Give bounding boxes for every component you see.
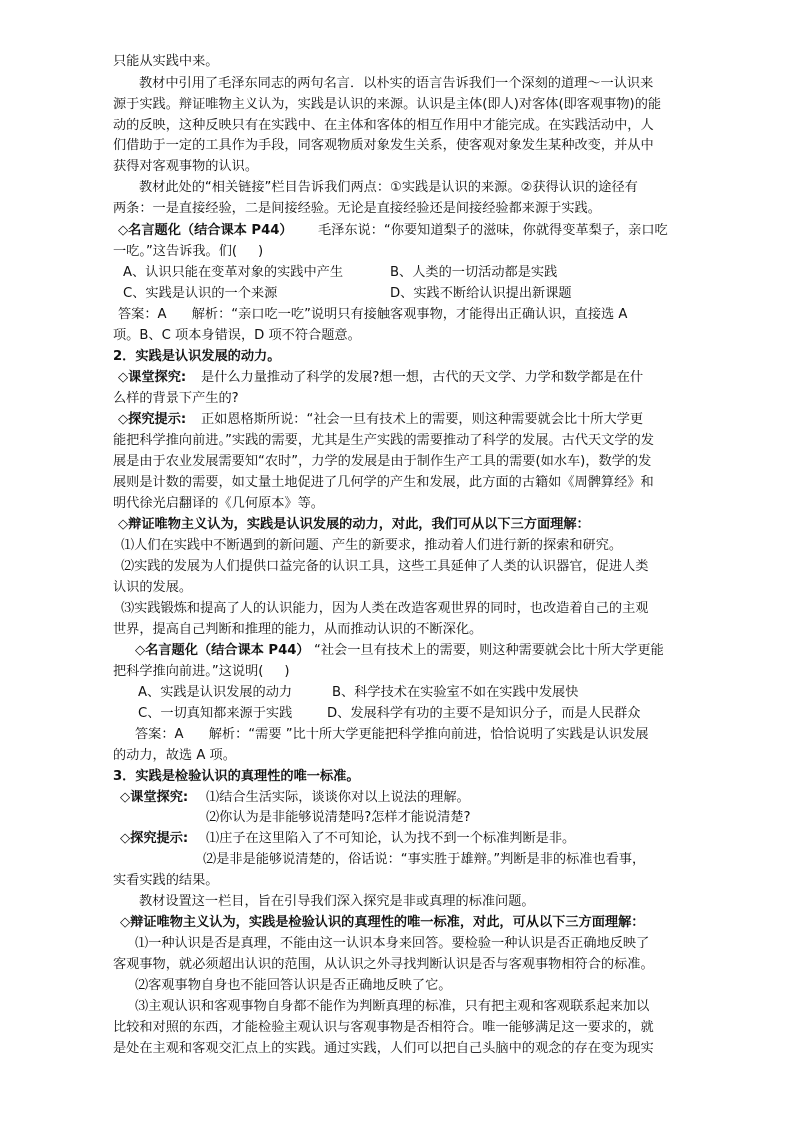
text-line: 能把科学推向前进。”实践的需要，尤其是生产实践的需要推动了科学的发展。古代天文学的发 <box>113 433 654 448</box>
text-line: 答案：A 解析：“亲口吃一吃”说明只有接触客观事物，才能得出正确认识，直接选 A <box>118 307 628 322</box>
text-line: ⑴人们在实践中不断遇到的新问题、产生的新要求，推动着人们进行新的探索和研究。 <box>121 538 623 553</box>
text-line: ◇课堂探究: <box>118 370 187 385</box>
text-line: ⑵你认为是非能够说清楚吗?怎样才能说清楚? <box>206 810 471 825</box>
text-line: 一吃。”这告诉我。们( ) <box>113 244 264 259</box>
text-line: 动的反映，这种反映只有在实践中、在主体和客体的相互作用中才能完成。在实践活动中，人 <box>113 118 654 133</box>
text-line: 2．实践是认识发展的动力。 <box>113 349 281 364</box>
text-line: 毛泽东说：“你要知道梨子的滋味，你就得变革梨子，亲口吃 <box>318 223 668 238</box>
text-line: 项。B、C 项本身错误，D 项不符合题意。 <box>113 328 361 343</box>
text-line: ◇辩证唯物主义认为，实践是认识发展的动力，对此，我们可从以下三方面理解： <box>118 517 590 532</box>
text-line: D、实践不断给认识提出新课题 <box>390 286 572 301</box>
text-line: 正如恩格斯所说：“社会一旦有技术上的需要，则这种需要就会比十所大学更 <box>201 412 644 427</box>
text-line: A、认识只能在变革对象的实践中产生 <box>123 265 344 280</box>
text-line: 教材此处的“相关链接”栏目告诉我们两点：①实践是认识的来源。②获得认识的途径有 <box>139 180 638 195</box>
text-line: 的动力，故选 A 项。 <box>113 748 236 763</box>
text-line: 认识的发展。 <box>113 580 193 595</box>
text-line: 明代徐光启翻译的《几何原本》等。 <box>113 496 324 511</box>
text-line: 是什么力量推动了科学的发展?想一想，古代的天文学、力学和数学都是在什 <box>201 370 644 385</box>
text-line: 们借助于一定的工具作为手段，同客观物质对象发生关系，使客观对象发生某种改变，并从中 <box>113 138 654 153</box>
text-line: 源于实践。辩证唯物主义认为，实践是认识的来源。认识是主体(即人)对客体(即客观事物)的能 <box>113 97 662 112</box>
text-line: 实看实践的结果。 <box>113 873 219 888</box>
text-line: ◇名言题化（结合课本 P44） <box>118 223 293 238</box>
text-line: 么样的背景下产生的? <box>113 391 239 406</box>
text-line: 获得对客观事物的认识。 <box>113 159 259 174</box>
text-line: A、实践是认识发展的动力 <box>138 685 293 700</box>
text-line: ⑶实践锻炼和提高了人的认识能力，因为人类在改造客观世界的同时，也改造着自己的主观 <box>121 601 649 616</box>
text-line: 展是由于农业发展需要知“农时”，力学的发展是由于制作生产工具的需要(如水车)，数学的发 <box>113 454 652 469</box>
text-line: ⑴结合生活实际，谈谈你对以上说法的理解。 <box>206 790 470 805</box>
text-line: 世界，提高自己判断和推理的能力，从而推动认识的不断深化。 <box>113 622 483 637</box>
text-line: 把科学推向前进。”这说明( ) <box>113 664 290 679</box>
text-line: 3．实践是检验认识的真理性的唯一标准。 <box>113 769 360 784</box>
text-line: 教材中引用了毛泽东同志的两句名言．以朴实的语言告诉我们一个深刻的道理～一认识来 <box>139 76 654 91</box>
text-line: ◇课堂探究: <box>120 790 189 805</box>
text-line: 只能从实践中来。 <box>113 54 219 69</box>
text-line: ◇辩证唯物主义认为，实践是检验认识的真理性的唯一标准，对此，可从以下三方面理解： <box>120 915 645 930</box>
text-line: ◇名言题化（结合课本 P44） <box>135 643 310 658</box>
text-line: B、科学技术在实验室不如在实践中发展快 <box>332 685 579 700</box>
text-line: D、发展科学有功的主要不是知识分子，而是人民群众 <box>327 706 641 721</box>
text-line: ⑵实践的发展为人们提供口益完备的认识工具，这些工具延伸了人类的认识器官，促进人类 <box>121 559 649 574</box>
text-line: B、人类的一切活动都是实践 <box>390 265 558 280</box>
text-line: ⑵客观事物自身也不能回答认识是否正确地反映了它。 <box>135 978 452 993</box>
text-line: ◇探究提示: <box>120 831 189 846</box>
text-line: 客观事物，就必须超出认识的范围，从认识之外寻找判断认识是否与客观事物相符合的标准。 <box>113 957 654 972</box>
text-line: 展则是计数的需要，如丈量土地促进了几何学的产生和发展，此方面的古籍如《周髀算经》和 <box>113 475 654 490</box>
text-line: 是处在主观和客观交汇点上的实践。通过实践，人们可以把自己头脑中的观念的存在变为现实 <box>113 1041 654 1056</box>
text-line: 两条：一是直接经验，二是间接经验。无论是直接经验还是间接经验都来源于实践。 <box>113 201 601 216</box>
text-line: “社会一旦有技术上的需要，则这种需要就会比十所大学更能 <box>314 643 664 658</box>
text-line: ◇探究提示: <box>118 412 187 427</box>
text-line: ⑴庄子在这里陷入了不可知论，认为找不到一个标准判断是非。 <box>206 831 576 846</box>
text-line: C、实践是认识的一个来源 <box>123 286 278 301</box>
text-line: 答案：A 解析：“需要 ”比十所大学更能把科学推向前进，恰恰说明了实践是认识发展 <box>135 727 649 742</box>
text-line: ⑴一种认识是否是真理，不能由这一认识本身来回答。要检验一种认识是否正确地反映了 <box>135 936 650 951</box>
text-line: 比较和对照的东西，才能检验主观认识与客观事物是否相符合。唯一能够满足这一要求的，就 <box>113 1020 654 1035</box>
text-line: ⑶主观认识和客观事物自身都不能作为判断真理的标准，只有把主观和客观联系起来加以 <box>135 999 650 1014</box>
text-line: ⑵是非是能够说清楚的，俗话说：“事实胜于雄辩。”判断是非的标准也看事， <box>203 852 646 867</box>
text-line: 教材设置这一栏目，旨在引导我们深入探究是非或真理的标准问题。 <box>139 894 535 909</box>
text-line: C、一切真知都来源于实践 <box>138 706 293 721</box>
